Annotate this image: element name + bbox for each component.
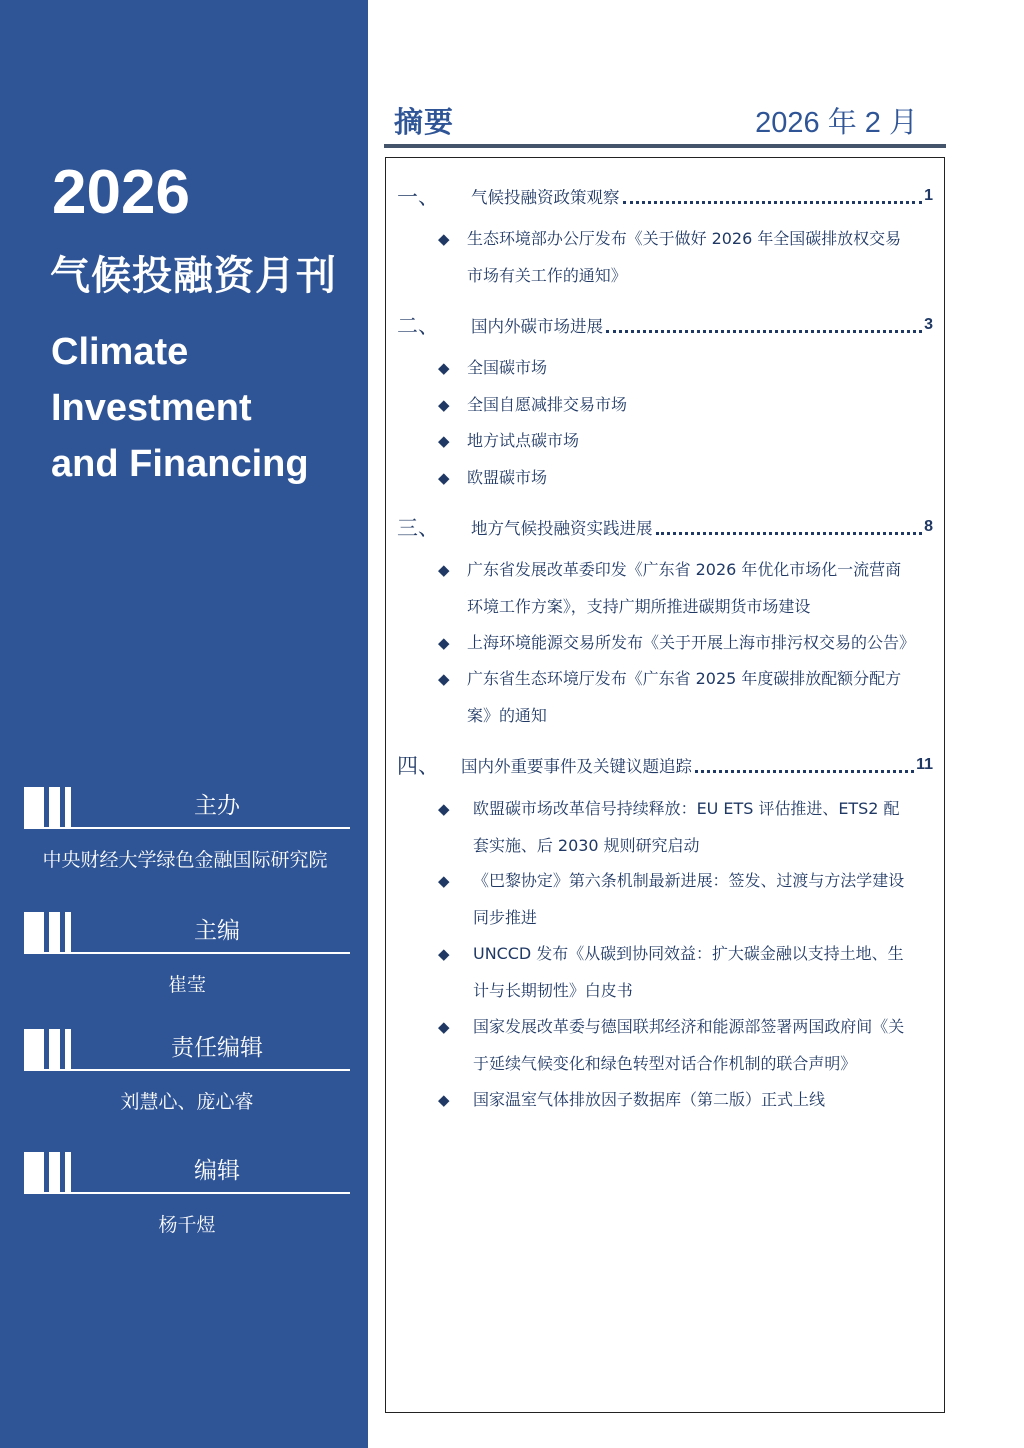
section-number: 二、 bbox=[397, 314, 439, 338]
diamond-bullet-icon: ◆ bbox=[438, 872, 450, 890]
leader-dots bbox=[623, 189, 923, 204]
page-number: 8 bbox=[924, 518, 933, 535]
toc-item[interactable] bbox=[438, 387, 938, 424]
toc-item-line: 案》的通知 bbox=[467, 705, 547, 725]
toc-item[interactable] bbox=[438, 1009, 938, 1082]
issue-date: 2026 年 2 月 bbox=[755, 107, 918, 139]
toc-item-line: 《巴黎协定》第六条机制最新进展：签发、过渡与方法学建设 bbox=[473, 871, 905, 890]
leader-dots bbox=[606, 318, 922, 333]
diamond-bullet-icon: ◆ bbox=[438, 469, 450, 487]
toc-item[interactable] bbox=[438, 423, 938, 460]
toc-item-line: 计与长期韧性》白皮书 bbox=[473, 980, 633, 1000]
section-title: 国内外碳市场进展 bbox=[471, 317, 603, 336]
toc-item[interactable] bbox=[438, 661, 938, 734]
toc-item[interactable] bbox=[438, 221, 938, 294]
diamond-bullet-icon: ◆ bbox=[438, 359, 450, 377]
cover-title-en-line: and Financing bbox=[51, 443, 309, 485]
toc-item-line: UNCCD 发布《从碳到协同效益：扩大碳金融以支持土地、生 bbox=[473, 944, 904, 963]
toc-item-line: 于延续气候变化和绿色转型对话合作机制的联合声明》 bbox=[473, 1053, 857, 1073]
credit-value: 刘慧心、庞心睿 bbox=[120, 1091, 254, 1113]
cover-title-en bbox=[51, 324, 309, 492]
diamond-bullet-icon: ◆ bbox=[438, 1091, 450, 1109]
toc-item[interactable] bbox=[438, 552, 938, 625]
cover-title-en-line: Climate bbox=[51, 331, 189, 373]
diamond-bullet-icon: ◆ bbox=[438, 230, 450, 248]
diamond-bullet-icon: ◆ bbox=[438, 670, 450, 688]
toc-item[interactable] bbox=[438, 791, 938, 864]
cover-sidebar bbox=[0, 0, 368, 1448]
toc-item-line: 全国自愿减排交易市场 bbox=[467, 395, 628, 414]
credit-value: 崔莹 bbox=[167, 974, 206, 996]
cover-title-cn: 气候投融资月刊 bbox=[50, 253, 337, 299]
diamond-bullet-icon: ◆ bbox=[438, 561, 450, 579]
credit-label: 主编 bbox=[194, 918, 240, 944]
toc-item-line: 环境工作方案》，支持广期所推进碳期货市场建设 bbox=[467, 596, 811, 616]
page-title: 摘要 bbox=[394, 105, 455, 139]
section-title: 地方气候投融资实践进展 bbox=[471, 519, 653, 538]
credit-chief-editor bbox=[24, 912, 350, 997]
diamond-bullet-icon: ◆ bbox=[438, 396, 450, 414]
toc-item[interactable] bbox=[438, 863, 938, 936]
toc-item-line: 欧盟碳市场 bbox=[467, 468, 548, 487]
leader-dots bbox=[656, 520, 923, 535]
toc-item-line: 广东省生态环境厅发布《广东省 2025 年度碳排放配额分配方 bbox=[467, 669, 902, 688]
credit-value: 杨千煜 bbox=[158, 1214, 216, 1236]
toc-section[interactable] bbox=[397, 182, 933, 210]
diamond-bullet-icon: ◆ bbox=[438, 432, 450, 450]
credit-label: 责任编辑 bbox=[171, 1035, 263, 1061]
toc-item[interactable] bbox=[438, 460, 938, 497]
toc-item-line: 全国碳市场 bbox=[467, 358, 548, 377]
credit-responsible-editor bbox=[24, 1029, 350, 1114]
section-number: 三、 bbox=[397, 516, 439, 540]
toc-item-line: 市场有关工作的通知》 bbox=[467, 265, 627, 285]
credit-label: 主办 bbox=[194, 793, 240, 819]
toc-section[interactable] bbox=[397, 311, 933, 339]
page-number: 1 bbox=[924, 187, 933, 204]
toc-item-line: 生态环境部办公厅发布《关于做好 2026 年全国碳排放权交易 bbox=[467, 229, 902, 248]
page-number: 3 bbox=[924, 316, 933, 333]
toc-item-line: 国家发展改革委与德国联邦经济和能源部签署两国政府间《关 bbox=[473, 1017, 905, 1036]
section-title: 气候投融资政策观察 bbox=[471, 188, 620, 207]
toc-item-line: 套实施、后 2030 规则研究启动 bbox=[473, 835, 700, 855]
toc-item[interactable] bbox=[438, 1082, 938, 1119]
toc-item-line: 国家温室气体排放因子数据库（第二版）正式上线 bbox=[473, 1090, 826, 1109]
section-number: 四、 bbox=[397, 754, 439, 778]
page-number: 11 bbox=[916, 756, 933, 773]
abstract-header bbox=[384, 96, 946, 148]
credit-editor bbox=[24, 1152, 350, 1237]
section-title: 国内外重要事件及关键议题追踪 bbox=[461, 757, 692, 776]
leader-dots bbox=[695, 758, 914, 773]
toc-item[interactable] bbox=[438, 350, 938, 387]
toc-item-line: 上海环境能源交易所发布《关于开展上海市排污权交易的公告》 bbox=[467, 633, 916, 652]
credit-host bbox=[24, 787, 350, 872]
toc-section[interactable] bbox=[397, 513, 933, 541]
credit-value: 中央财经大学绿色金融国际研究院 bbox=[42, 849, 328, 871]
toc-item-line: 同步推进 bbox=[473, 907, 537, 927]
diamond-bullet-icon: ◆ bbox=[438, 1018, 450, 1036]
cover-title-en-line: Investment bbox=[51, 387, 252, 429]
toc-frame bbox=[385, 157, 945, 1413]
cover-year: 2026 bbox=[52, 158, 190, 227]
toc-section[interactable] bbox=[397, 751, 933, 779]
toc-item-line: 地方试点碳市场 bbox=[467, 431, 580, 450]
toc-item-line: 广东省发展改革委印发《广东省 2026 年优化市场化一流营商 bbox=[467, 560, 902, 579]
toc-item[interactable] bbox=[438, 625, 938, 662]
diamond-bullet-icon: ◆ bbox=[438, 800, 450, 818]
toc-item-line: 欧盟碳市场改革信号持续释放：EU ETS 评估推进、ETS2 配 bbox=[473, 799, 900, 818]
credit-label: 编辑 bbox=[194, 1158, 240, 1184]
diamond-bullet-icon: ◆ bbox=[438, 634, 450, 652]
toc-item[interactable] bbox=[438, 936, 938, 1009]
diamond-bullet-icon: ◆ bbox=[438, 945, 450, 963]
section-number: 一、 bbox=[397, 185, 439, 209]
